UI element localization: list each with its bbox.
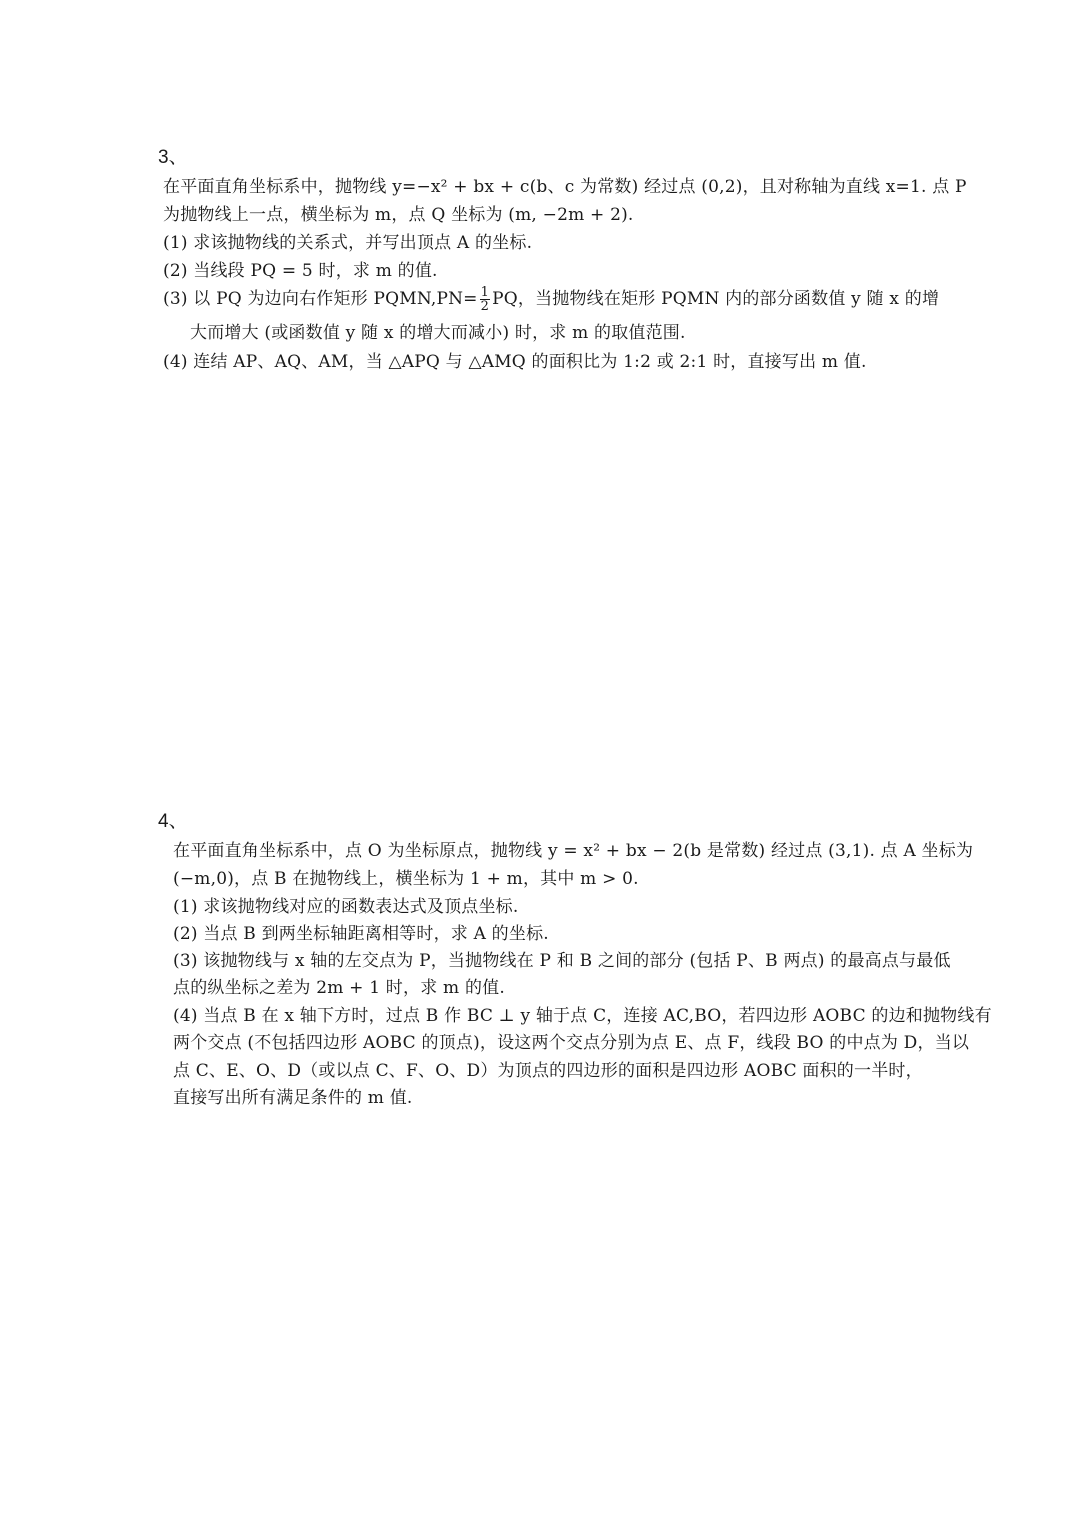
problem-4-part-4-line-3: 点 C、E、O、D（或以点 C、F、O、D）为顶点的四边形的面积是四边形 AOBC 面积的一半时，: [173, 1061, 923, 1081]
problem-4-part-1: (1) 求该抛物线对应的函数表达式及顶点坐标.: [173, 897, 519, 917]
problem-3-part-4: (4) 连结 AP、AQ、AM，当 △APQ 与 △AMQ 的面积比为 1:2 或 2:1 时，直接写出 m 值.: [163, 352, 867, 372]
problem-3-number: 3、: [158, 147, 188, 168]
problem-4-number: 4、: [158, 811, 188, 832]
problem-4-part-4-line-1: (4) 当点 B 在 x 轴下方时，过点 B 作 BC ⊥ y 轴于点 C，连接 AC,BO，若四边形 AOBC 的边和抛物线有: [173, 1006, 992, 1026]
problem-4-part-4-line-4: 直接写出所有满足条件的 m 值.: [173, 1088, 413, 1108]
problem-4-part-3-line-2: 点的纵坐标之差为 2m + 1 时，求 m 的值.: [173, 978, 505, 998]
fraction-numerator: 1: [480, 285, 490, 300]
problem-3-part-2: (2) 当线段 PQ = 5 时，求 m 的值.: [163, 261, 438, 281]
problem-4-part-3-line-1: (3) 该抛物线与 x 轴的左交点为 P，当抛物线在 P 和 B 之间的部分 (包括 P、B 两点) 的最高点与最低: [173, 951, 951, 971]
problem-4-statement-line-2: (−m,0)，点 B 在抛物线上，横坐标为 1 + m，其中 m > 0.: [173, 869, 639, 889]
problem-4-part-4-line-2: 两个交点 (不包括四边形 AOBC 的顶点)，设这两个交点分别为点 E、点 F，线段 BO 的中点为 D，当以: [173, 1033, 970, 1053]
problem-3-part-3-line-2: 大而增大 (或函数值 y 随 x 的增大而减小) 时，求 m 的取值范围.: [190, 323, 686, 343]
problem-3-part-1: (1) 求该抛物线的关系式，并写出顶点 A 的坐标.: [163, 233, 533, 253]
problem-3-statement-line-2: 为抛物线上一点，横坐标为 m，点 Q 坐标为 (m, −2m + 2).: [163, 205, 634, 225]
problem-3-part-3-line-1: [163, 284, 939, 313]
problem-4-part-2: (2) 当点 B 到两坐标轴距离相等时，求 A 的坐标.: [173, 924, 549, 944]
fraction-one-half: [480, 286, 490, 313]
problem-3-statement-line-1: 在平面直角坐标系中，抛物线 y=−x² + bx + c(b、c 为常数) 经过点 (0,2)，且对称轴为直线 x=1. 点 P: [163, 177, 967, 197]
fraction-denominator: 2: [480, 299, 490, 314]
problem-3-part-3-text-before: (3) 以 PQ 为边向右作矩形 PQMN,PN=: [163, 289, 478, 309]
problem-3-part-3-text-after: PQ，当抛物线在矩形 PQMN 内的部分函数值 y 随 x 的增: [492, 289, 940, 309]
problem-4-statement-line-1: 在平面直角坐标系中，点 O 为坐标原点，抛物线 y = x² + bx − 2(b 是常数) 经过点 (3,1). 点 A 坐标为: [173, 841, 974, 861]
